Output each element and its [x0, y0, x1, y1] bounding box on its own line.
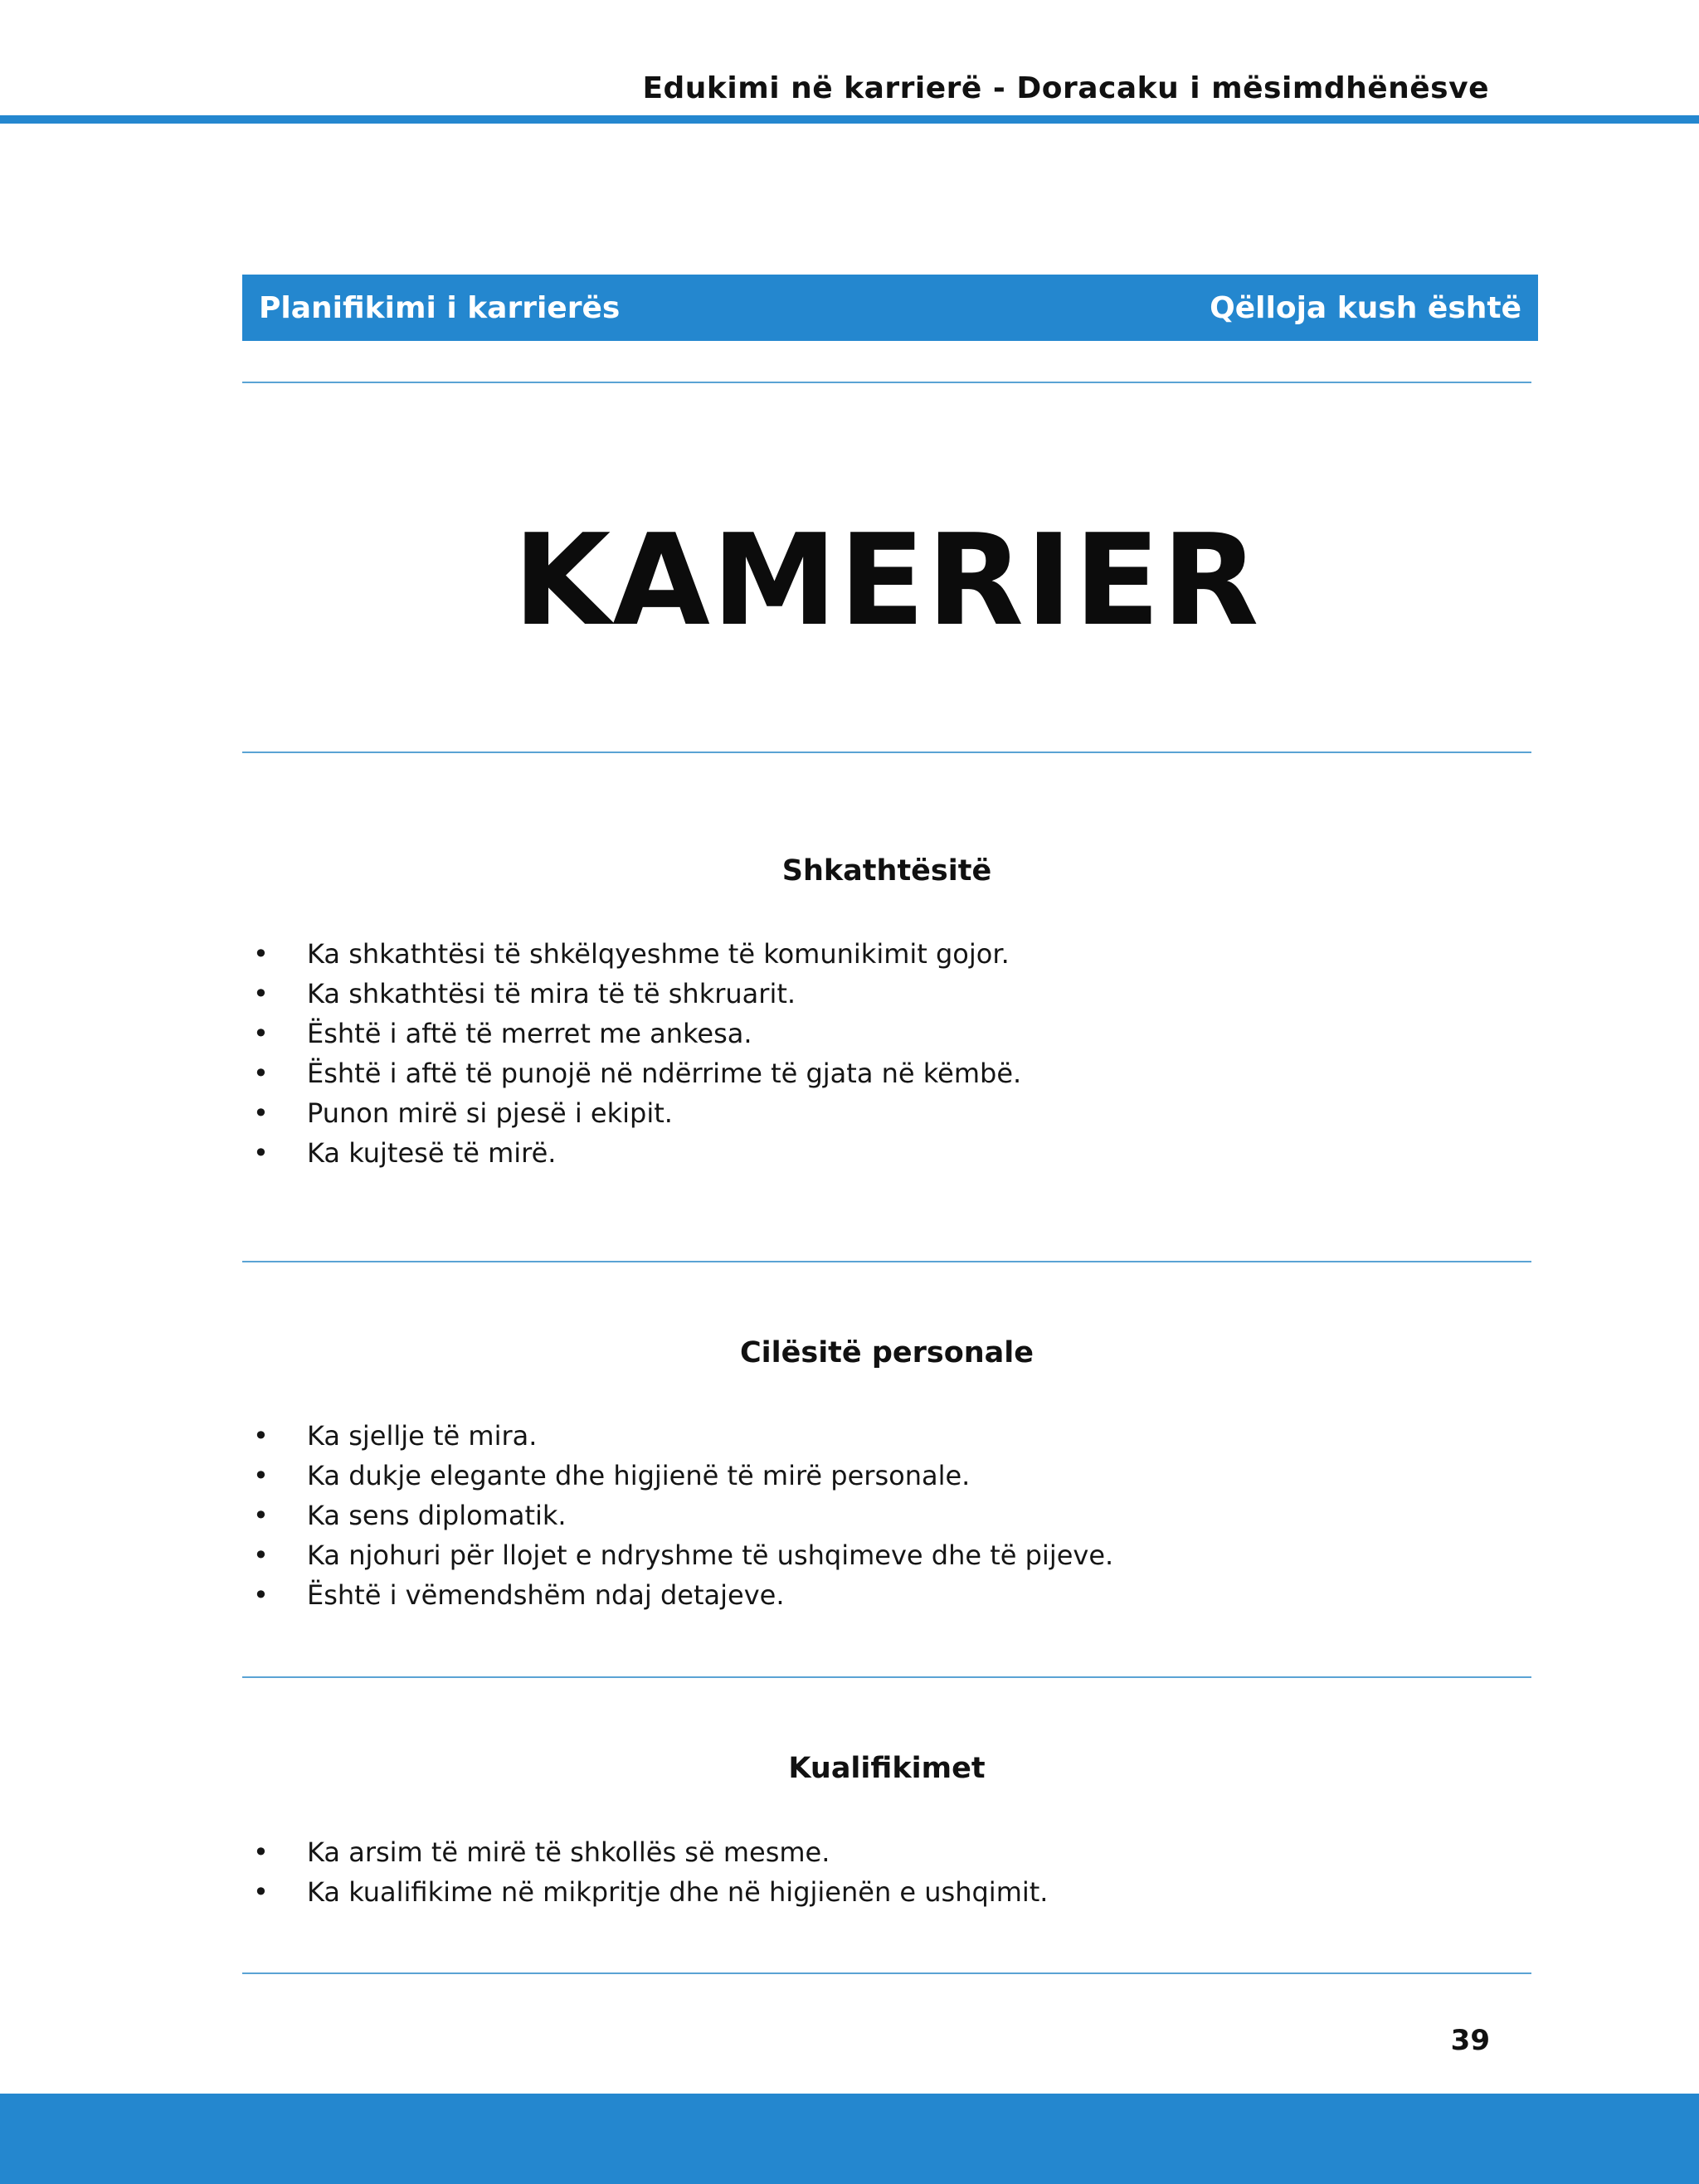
job-title: KAMERIER [513, 507, 1261, 654]
list-item-text: Ka njohuri për llojet e ndryshme të ushqimeve dhe të pijeve. [307, 1540, 1114, 1571]
list-item [253, 1093, 1497, 1133]
list-item-text: Punon mirë si pjesë i ekipit. [307, 1097, 673, 1129]
divider-rule [242, 1261, 1531, 1262]
bullet-icon: • [253, 1018, 269, 1049]
divider-rule [242, 752, 1531, 753]
bullet-icon: • [253, 938, 269, 970]
bullet-icon: • [253, 1460, 269, 1491]
bullet-icon: • [253, 1836, 269, 1868]
bullet-icon: • [253, 1420, 269, 1452]
list-item [253, 1575, 1497, 1615]
list-item [253, 1456, 1497, 1496]
bullet-icon: • [253, 1137, 269, 1169]
list-item [253, 1496, 1497, 1535]
list-item [253, 1535, 1497, 1575]
list-item-text: Ka kujtesë të mirë. [307, 1137, 557, 1169]
list-item-text: Është i aftë të punojë në ndërrime të gjata në këmbë. [307, 1058, 1022, 1089]
list-item-text: Ka dukje elegante dhe higjienë të mirë personale. [307, 1460, 971, 1491]
personal-qualities-heading: Cilësitë personale [739, 1336, 1034, 1369]
section-band-right-label: Qëlloja kush është [1210, 290, 1521, 325]
list-item [253, 1053, 1497, 1093]
page-number: 39 [1450, 2024, 1490, 2057]
header-rule [0, 115, 1699, 124]
bullet-icon: • [253, 1579, 269, 1611]
skills-list [253, 934, 1497, 1173]
list-item [253, 1133, 1497, 1173]
list-item-text: Ka arsim të mirë të shkollës së mesme. [307, 1836, 830, 1868]
list-item [253, 934, 1497, 974]
qualifications-heading: Kualifikimet [788, 1752, 986, 1785]
running-header-title: Edukimi në karrierë - Doracaku i mësimdhënësve [642, 71, 1489, 105]
list-item [253, 1416, 1497, 1456]
list-item-text: Është i aftë të merret me ankesa. [307, 1018, 752, 1049]
divider-rule [242, 1676, 1531, 1678]
bullet-icon: • [253, 1876, 269, 1908]
list-item [253, 1832, 1497, 1872]
list-item-text: Ka sjellje të mira. [307, 1420, 538, 1452]
list-item [253, 974, 1497, 1014]
divider-rule [242, 382, 1531, 383]
qualifications-list [253, 1832, 1497, 1912]
bullet-icon: • [253, 978, 269, 1009]
list-item-text: Ka sens diplomatik. [307, 1500, 567, 1531]
bullet-icon: • [253, 1058, 269, 1089]
list-item-text: Ka shkathtësi të mira të të shkruarit. [307, 978, 796, 1009]
section-band-left-label: Planifikimi i karrierës [259, 290, 621, 325]
list-item [253, 1872, 1497, 1912]
section-band [242, 275, 1538, 341]
list-item-text: Ka kualifikime në mikpritje dhe në higjienën e ushqimit. [307, 1876, 1049, 1908]
bullet-icon: • [253, 1500, 269, 1531]
list-item-text: Ka shkathtësi të shkëlqyeshme të komunikimit gojor. [307, 938, 1010, 970]
divider-rule [242, 1972, 1531, 1974]
personal-qualities-list [253, 1416, 1497, 1615]
list-item [253, 1014, 1497, 1053]
list-item-text: Është i vëmendshëm ndaj detajeve. [307, 1579, 785, 1611]
bullet-icon: • [253, 1097, 269, 1129]
footer-band [0, 2094, 1699, 2184]
skills-heading: Shkathtësitë [781, 854, 992, 888]
bullet-icon: • [253, 1540, 269, 1571]
